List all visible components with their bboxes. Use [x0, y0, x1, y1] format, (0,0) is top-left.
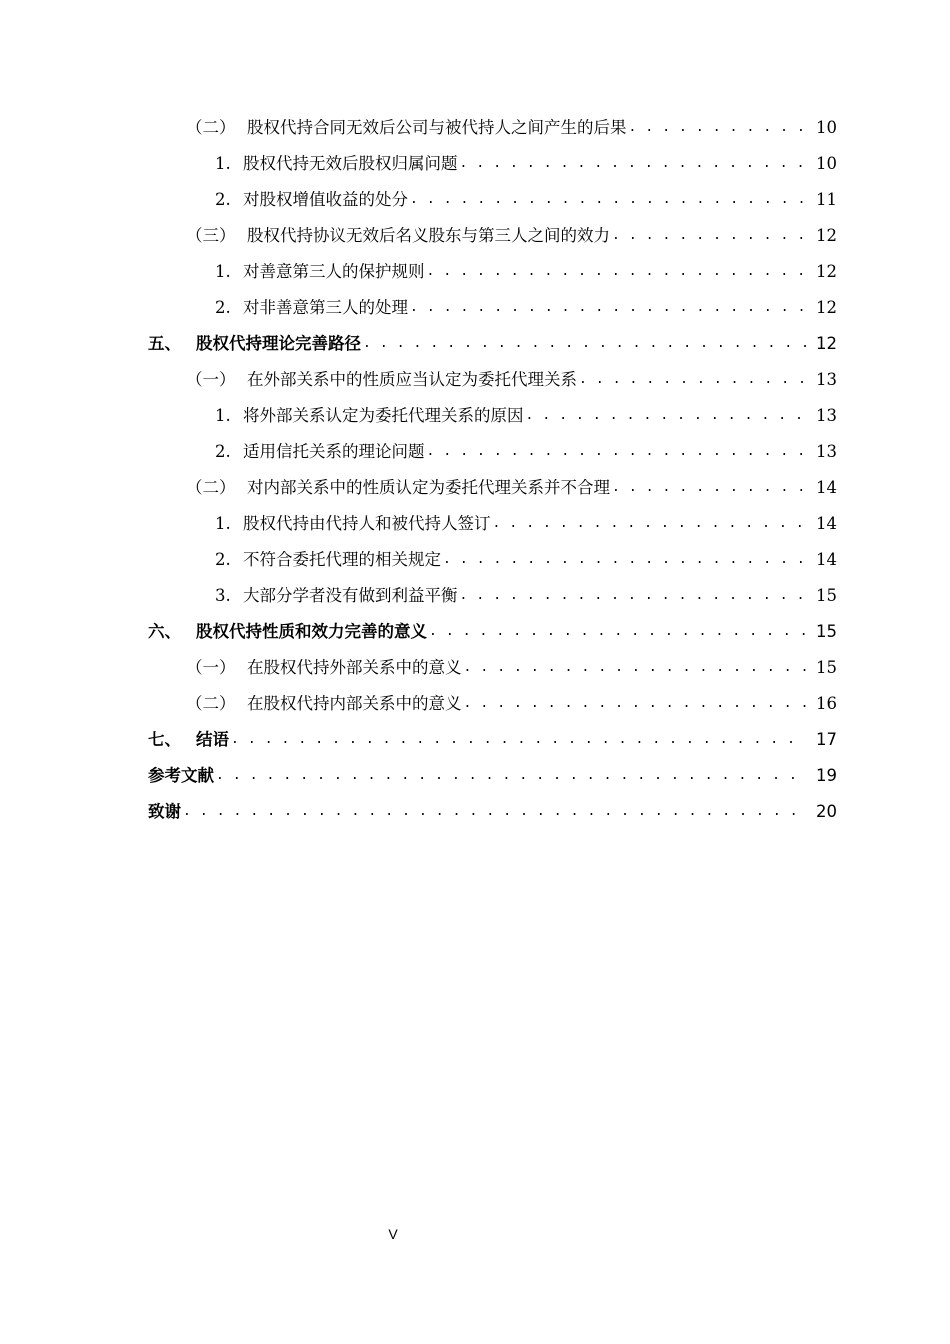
- toc-entry[interactable]: [0, 542, 950, 578]
- toc-dot-leader: [231, 722, 807, 758]
- toc-entry-page-number: 13: [816, 442, 837, 461]
- toc-entry[interactable]: [0, 614, 950, 650]
- toc-entry-page-number: 13: [816, 406, 837, 425]
- toc-entry-title: 股权代持理论完善路径: [196, 334, 361, 353]
- toc-dot-leader: [460, 146, 808, 182]
- toc-entry[interactable]: [0, 218, 950, 254]
- toc-dot-leader: [579, 362, 807, 398]
- toc-dot-leader: [363, 326, 807, 362]
- page-number-footer: V: [388, 1226, 398, 1242]
- toc-dot-leader: [427, 434, 808, 470]
- toc-entry[interactable]: [0, 434, 950, 470]
- toc-entry[interactable]: [0, 326, 950, 362]
- toc-entry[interactable]: [0, 794, 950, 830]
- toc-entry[interactable]: [0, 506, 950, 542]
- toc-entry-number: 1.: [215, 154, 231, 173]
- toc-entry-page-number: 15: [816, 658, 837, 677]
- toc-entry-page-number: 15: [816, 586, 837, 605]
- toc-entry-title: 在股权代持内部关系中的意义: [247, 694, 462, 713]
- toc-entry-number: （一）: [186, 658, 236, 677]
- toc-entry-number: 1.: [215, 406, 231, 425]
- toc-entry-page-number: 14: [816, 514, 837, 533]
- toc-entry-page-number: 16: [816, 694, 837, 713]
- toc-dot-leader: [460, 578, 808, 614]
- toc-dot-leader: [216, 758, 807, 794]
- toc-entry-title: 大部分学者没有做到利益平衡: [243, 586, 458, 605]
- toc-entry-number: （二）: [186, 478, 236, 497]
- toc-dot-leader: [443, 542, 807, 578]
- toc-entry-page-number: 17: [816, 730, 837, 749]
- toc-entry-title: 在外部关系中的性质应当认定为委托代理关系: [247, 370, 577, 389]
- toc-entry-title: 参考文献: [148, 766, 214, 785]
- toc-entry-title: 不符合委托代理的相关规定: [243, 550, 441, 569]
- toc-dot-leader: [410, 182, 807, 218]
- toc-entry-page-number: 12: [816, 334, 837, 353]
- toc-entry[interactable]: [0, 578, 950, 614]
- toc-entry-title: 在股权代持外部关系中的意义: [247, 658, 462, 677]
- toc-entry-page-number: 19: [816, 766, 837, 785]
- toc-entry-page-number: 14: [816, 478, 837, 497]
- toc-entry[interactable]: [0, 110, 950, 146]
- toc-entry-title: 致谢: [148, 802, 181, 821]
- table-of-contents: [0, 110, 950, 830]
- toc-entry-page-number: 20: [816, 802, 837, 821]
- toc-entry-number: 2.: [215, 442, 231, 461]
- toc-entry-number: 2.: [215, 190, 231, 209]
- toc-dot-leader: [612, 470, 807, 506]
- toc-dot-leader: [429, 614, 807, 650]
- toc-entry[interactable]: [0, 758, 950, 794]
- toc-entry[interactable]: [0, 290, 950, 326]
- toc-entry-number: （二）: [186, 694, 236, 713]
- toc-entry[interactable]: [0, 470, 950, 506]
- toc-entry-number: 六、: [148, 622, 181, 641]
- toc-entry-number: （三）: [186, 226, 236, 245]
- toc-entry-page-number: 12: [816, 262, 837, 281]
- toc-entry-page-number: 14: [816, 550, 837, 569]
- toc-entry-page-number: 11: [816, 190, 837, 209]
- toc-dot-leader: [612, 218, 807, 254]
- toc-entry[interactable]: [0, 182, 950, 218]
- toc-entry-title: 股权代持无效后股权归属问题: [243, 154, 458, 173]
- toc-entry-title: 结语: [196, 730, 229, 749]
- toc-entry-title: 适用信托关系的理论问题: [243, 442, 425, 461]
- toc-entry-number: （二）: [186, 118, 236, 137]
- toc-entry-number: 2.: [215, 550, 231, 569]
- toc-dot-leader: [493, 506, 808, 542]
- toc-entry[interactable]: [0, 686, 950, 722]
- toc-entry-page-number: 12: [816, 226, 837, 245]
- toc-entry[interactable]: [0, 146, 950, 182]
- toc-entry[interactable]: [0, 254, 950, 290]
- toc-entry-number: 七、: [148, 730, 181, 749]
- toc-entry-title: 对股权增值收益的处分: [243, 190, 408, 209]
- toc-entry-title: 将外部关系认定为委托代理关系的原因: [243, 406, 524, 425]
- toc-entry-title: 对非善意第三人的处理: [243, 298, 408, 317]
- toc-entry-page-number: 12: [816, 298, 837, 317]
- toc-entry[interactable]: [0, 362, 950, 398]
- toc-entry-number: 1.: [215, 514, 231, 533]
- toc-dot-leader: [464, 686, 808, 722]
- toc-entry[interactable]: [0, 722, 950, 758]
- toc-entry[interactable]: [0, 650, 950, 686]
- toc-entry-title: 对内部关系中的性质认定为委托代理关系并不合理: [247, 478, 610, 497]
- toc-dot-leader: [629, 110, 808, 146]
- toc-dot-leader: [526, 398, 808, 434]
- toc-entry-number: 3.: [215, 586, 231, 605]
- toc-dot-leader: [464, 650, 808, 686]
- toc-entry-title: 股权代持合同无效后公司与被代持人之间产生的后果: [247, 118, 627, 137]
- toc-entry-title: 股权代持由代持人和被代持人签订: [243, 514, 491, 533]
- toc-entry-number: 五、: [148, 334, 181, 353]
- toc-entry[interactable]: [0, 398, 950, 434]
- toc-dot-leader: [410, 290, 807, 326]
- toc-entry-page-number: 15: [816, 622, 837, 641]
- toc-entry-page-number: 10: [816, 118, 837, 137]
- toc-entry-number: 2.: [215, 298, 231, 317]
- toc-entry-title: 对善意第三人的保护规则: [243, 262, 425, 281]
- toc-entry-page-number: 10: [816, 154, 837, 173]
- toc-entry-title: 股权代持性质和效力完善的意义: [196, 622, 427, 641]
- toc-entry-title: 股权代持协议无效后名义股东与第三人之间的效力: [247, 226, 610, 245]
- toc-entry-page-number: 13: [816, 370, 837, 389]
- toc-dot-leader: [183, 794, 807, 830]
- toc-entry-number: （一）: [186, 370, 236, 389]
- toc-dot-leader: [427, 254, 808, 290]
- toc-entry-number: 1.: [215, 262, 231, 281]
